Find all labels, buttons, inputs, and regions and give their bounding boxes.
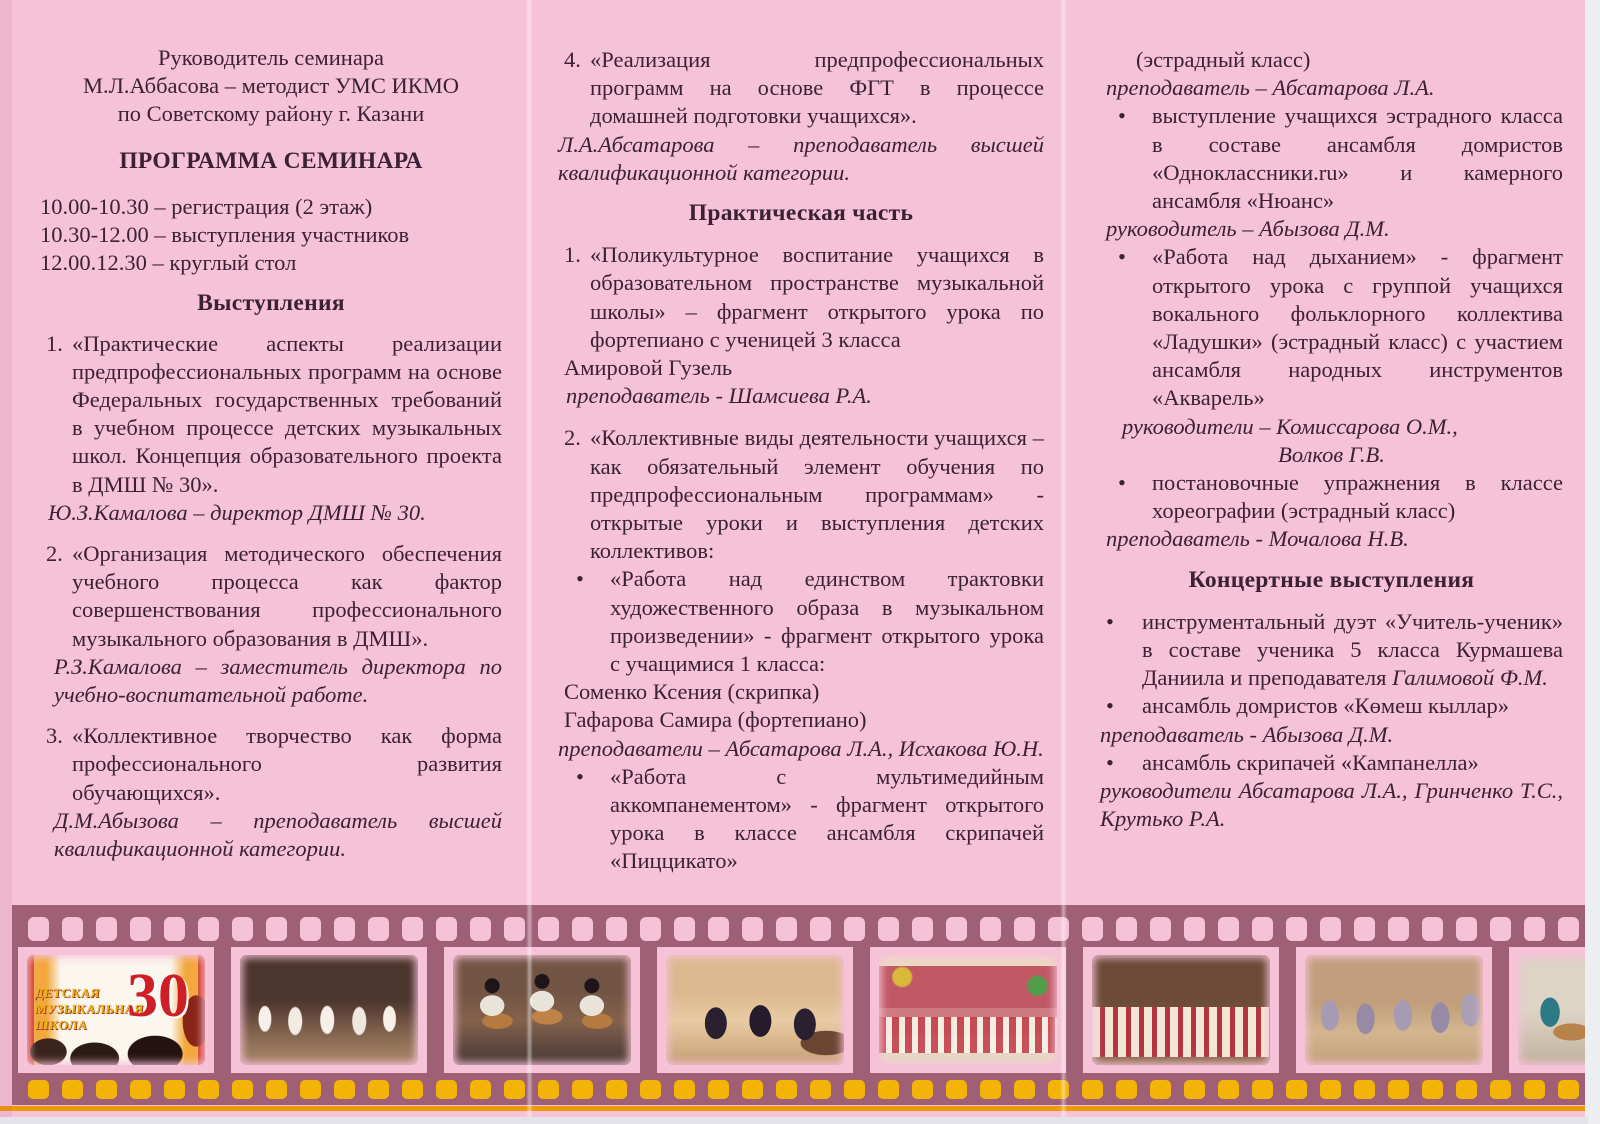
photo-anniversary-poster-30 xyxy=(27,955,205,1065)
sprocket-hole xyxy=(538,917,559,941)
photo-domra-guitar-group-teal xyxy=(1518,955,1588,1065)
sprocket-hole xyxy=(266,1080,287,1099)
text-segment: «Работа над единством трактовки художественного образа в музыкальном произведении» - фрагмент открытого урока с учащимися 1 класса: xyxy=(610,566,1044,677)
text-segment: «Коллективное творчество как форма профессионального развития обучающихся». xyxy=(72,723,502,805)
number-marker: 1. xyxy=(564,242,581,268)
film-strip xyxy=(12,905,1588,1105)
photo-ballet-dancers xyxy=(240,955,418,1065)
photo-violin-ensemble-folk-costumes xyxy=(1305,955,1483,1065)
fold-crease-left xyxy=(526,0,533,1124)
sprocket-hole xyxy=(1422,917,1443,941)
text-segment: Выступления xyxy=(197,290,345,317)
sprocket-hole xyxy=(504,917,525,941)
film-frame xyxy=(1509,947,1588,1073)
text-segment: «Практические аспекты реализации предпрофессиональных программ на основе Федеральных государственных требований в учебном процессе детских музыкальных школ. Концепция образовательного проекта в ДМШ № 30». xyxy=(72,330,502,497)
speaker-line xyxy=(54,653,502,709)
bullet-marker: • xyxy=(576,566,584,592)
student-name xyxy=(564,706,1044,734)
leader-line xyxy=(1106,215,1563,243)
text-segment: Руководитель семинара xyxy=(157,45,385,70)
poster-anniversary-number: 30 xyxy=(127,962,189,1030)
sprocket-hole xyxy=(776,917,797,941)
sprocket-hole xyxy=(674,1080,695,1099)
photo-ensemble-on-stage xyxy=(666,955,844,1065)
number-marker: 3. xyxy=(46,723,63,749)
text-segment: инструментальный дуэт «Учитель-ученик» в составе ученика 5 класса Курмашева Даниила и преподавателя xyxy=(1142,608,1563,691)
section-title-concert xyxy=(1100,566,1563,594)
schedule-line xyxy=(40,221,502,249)
text-segment: преподаватель – Абсатарова Л.А. xyxy=(1106,75,1435,101)
practical-subitem xyxy=(558,763,1044,876)
schedule-line xyxy=(40,193,502,221)
teacher-line xyxy=(558,735,1044,763)
teacher-line xyxy=(1106,74,1563,102)
text-segment: по Советскому району г. Казани xyxy=(117,101,425,127)
sprocket-hole xyxy=(1354,1080,1375,1099)
sprocket-hole xyxy=(946,1080,967,1099)
program-title xyxy=(40,147,502,175)
sprocket-hole xyxy=(1490,1080,1511,1099)
sprocket-hole xyxy=(1320,1080,1341,1099)
leader-line xyxy=(1100,441,1563,469)
film-frame xyxy=(1083,947,1279,1073)
schedule-line xyxy=(40,249,502,277)
sprocket-hole xyxy=(1150,1080,1171,1099)
sprocket-hole xyxy=(1456,917,1477,941)
practical-subitem xyxy=(558,565,1044,678)
text-segment: Д.М.Абызова – преподаватель высшей квалификационной категории. xyxy=(54,807,502,862)
speaker-line xyxy=(558,131,1044,187)
program-column-middle xyxy=(558,46,1044,876)
text-segment: Ю.З.Камалова – директор ДМШ № 30. xyxy=(48,499,426,525)
sprocket-hole xyxy=(1558,917,1579,941)
sprocket-hole xyxy=(742,917,763,941)
sprocket-hole xyxy=(606,917,627,941)
film-strip-frames xyxy=(18,947,1588,1073)
sprocket-hole xyxy=(1558,1080,1579,1099)
sprocket-hole xyxy=(810,917,831,941)
text-segment: 10.30-12.00 – выступления участников xyxy=(40,222,410,248)
practical-subitem xyxy=(1100,243,1563,412)
sprocket-hole xyxy=(1218,917,1239,941)
section-title-practical xyxy=(558,199,1044,227)
text-segment: Галимовой Ф.М. xyxy=(1392,665,1548,691)
sprocket-hole xyxy=(1150,917,1171,941)
film-strip-underline xyxy=(0,1106,1588,1111)
film-frame xyxy=(18,947,214,1073)
photo-folk-choir xyxy=(1092,955,1270,1065)
concert-item xyxy=(1100,608,1563,693)
text-segment: «Работа с мультимедийным аккомпанементом» - фрагмент открытого урока в классе ансамбля скрипачей «Пиццикато» xyxy=(610,763,1044,874)
sprocket-hole xyxy=(62,917,83,941)
text-segment: Амировой Гузель xyxy=(564,355,733,381)
sprocket-hole xyxy=(198,917,219,941)
sprocket-hole xyxy=(470,1080,491,1099)
sprocket-hole xyxy=(1388,1080,1409,1099)
sprocket-hole xyxy=(334,917,355,941)
number-marker: 2. xyxy=(564,425,581,451)
text-segment: ансамбль скрипачей «Кампанелла» xyxy=(1142,749,1479,775)
poster-school-text-line: ШКОЛА xyxy=(34,1018,89,1032)
sprocket-hole xyxy=(368,917,389,941)
text-segment: преподаватели – Абсатарова Л.А., Исхакова Ю.Н. xyxy=(558,735,1044,761)
sprocket-hole xyxy=(402,1080,423,1099)
sprocket-hole xyxy=(1082,1080,1103,1099)
film-strip-sprockets-bottom xyxy=(28,1080,1588,1099)
text-segment: преподаватель - Абызова Д.М. xyxy=(1100,721,1394,747)
practical-item xyxy=(558,424,1044,565)
section-title-speeches xyxy=(40,289,502,317)
text-segment: руководители Абсатарова Л.А., Гринченко Т.С., Крутько Р.А. xyxy=(1100,778,1563,832)
sprocket-hole xyxy=(402,917,423,941)
sprocket-hole xyxy=(96,917,117,941)
poster-school-text-line: ДЕТСКАЯ xyxy=(34,986,101,1000)
sprocket-hole xyxy=(640,1080,661,1099)
sprocket-hole xyxy=(1422,1080,1443,1099)
sprocket-hole xyxy=(96,1080,117,1099)
sprocket-hole xyxy=(1286,1080,1307,1099)
text-segment: «Поликультурное воспитание учащихся в образовательном пространстве музыкальной школы» – фрагмент открытого урока по фортепиано с ученицей 3 класса xyxy=(590,242,1044,352)
teacher-line xyxy=(566,382,1044,410)
text-segment: 10.00-10.30 – регистрация (2 этаж) xyxy=(40,193,373,219)
number-marker: 4. xyxy=(564,47,581,72)
sprocket-hole xyxy=(1388,917,1409,941)
film-strip-sprockets-top xyxy=(28,917,1588,941)
sprocket-hole xyxy=(368,1080,389,1099)
sprocket-hole xyxy=(232,917,253,941)
sprocket-hole xyxy=(130,917,151,941)
sprocket-hole xyxy=(572,917,593,941)
sprocket-hole xyxy=(164,1080,185,1099)
sprocket-hole xyxy=(1524,1080,1545,1099)
text-segment: выступление учащихся эстрадного класса в составе ансамбля домристов «Одноклассники.ru» и камерного ансамбля «Нюанс» xyxy=(1152,103,1563,214)
sprocket-hole xyxy=(1252,917,1273,941)
sprocket-hole xyxy=(62,1080,83,1099)
speaker-line xyxy=(48,499,502,527)
seminar-leader-line xyxy=(40,44,502,72)
sprocket-hole xyxy=(436,1080,457,1099)
text-segment: Волков Г.В. xyxy=(1278,441,1385,467)
fold-crease-right xyxy=(1060,0,1067,1124)
speech-item xyxy=(558,46,1044,131)
sprocket-hole xyxy=(980,917,1001,941)
sprocket-hole xyxy=(1524,917,1545,941)
sprocket-hole xyxy=(436,917,457,941)
sprocket-hole xyxy=(674,917,695,941)
sprocket-hole xyxy=(334,1080,355,1099)
sprocket-hole xyxy=(1014,917,1035,941)
number-marker: 2. xyxy=(46,541,63,567)
number-marker: 1. xyxy=(46,330,63,356)
sprocket-hole xyxy=(708,1080,729,1099)
sprocket-hole xyxy=(606,1080,627,1099)
sprocket-hole xyxy=(1490,917,1511,941)
teacher-line xyxy=(1100,721,1563,749)
sprocket-hole xyxy=(708,917,729,941)
bullet-marker: • xyxy=(1106,693,1114,719)
bullet-marker: • xyxy=(1118,103,1126,129)
sprocket-hole xyxy=(266,917,287,941)
text-segment: руководитель – Абызова Д.М. xyxy=(1106,216,1390,242)
text-segment: преподаватель - Мочалова Н.В. xyxy=(1106,526,1409,552)
sprocket-hole xyxy=(300,1080,321,1099)
sprocket-hole xyxy=(776,1080,797,1099)
film-frame xyxy=(1296,947,1492,1073)
leader-line xyxy=(1100,777,1563,833)
sprocket-hole xyxy=(130,1080,151,1099)
sprocket-hole xyxy=(878,917,899,941)
student-name xyxy=(564,354,1044,382)
film-frame xyxy=(870,947,1066,1073)
text-segment: Р.З.Камалова – заместитель директора по учебно-воспитательной работе. xyxy=(54,653,502,708)
sprocket-hole xyxy=(1320,917,1341,941)
sprocket-hole xyxy=(300,917,321,941)
photo-children-choir-red-curtain xyxy=(879,955,1057,1065)
class-note xyxy=(1136,46,1563,74)
sprocket-hole xyxy=(844,1080,865,1099)
sprocket-hole xyxy=(198,1080,219,1099)
text-segment: постановочные упражнения в классе хореографии (эстрадный класс) xyxy=(1152,470,1563,524)
sprocket-hole xyxy=(1116,917,1137,941)
bullet-marker: • xyxy=(1118,244,1126,270)
scan-edge-right xyxy=(1585,0,1600,1124)
seminar-leader-name xyxy=(40,72,502,100)
leader-line xyxy=(1122,413,1563,441)
practical-subitem xyxy=(1100,102,1563,215)
sprocket-hole xyxy=(946,917,967,941)
sprocket-hole xyxy=(1456,1080,1477,1099)
sprocket-hole xyxy=(1014,1080,1035,1099)
text-segment: преподаватель - Шамсиева Р.А. xyxy=(566,383,872,409)
text-segment: Практическая часть xyxy=(688,200,914,227)
sprocket-hole xyxy=(844,917,865,941)
student-name xyxy=(564,678,1044,706)
bullet-marker: • xyxy=(576,763,584,789)
sprocket-hole xyxy=(572,1080,593,1099)
concert-item xyxy=(1100,692,1563,720)
sprocket-hole xyxy=(1252,1080,1273,1099)
text-segment: 12.00.12.30 – круглый стол xyxy=(40,250,297,276)
sprocket-hole xyxy=(1116,1080,1137,1099)
sprocket-hole xyxy=(912,917,933,941)
text-segment: ансамбль домристов «Көмеш кыллар» xyxy=(1142,693,1510,719)
sprocket-hole xyxy=(980,1080,1001,1099)
text-segment: (эстрадный класс) xyxy=(1136,47,1311,72)
text-segment: руководители – Комиссарова О.М., xyxy=(1122,413,1458,439)
text-segment: ПРОГРАММА СЕМИНАРА xyxy=(119,147,423,174)
film-frame xyxy=(444,947,640,1073)
teacher-line xyxy=(1106,525,1563,553)
speaker-line xyxy=(54,807,502,863)
sprocket-hole xyxy=(912,1080,933,1099)
sprocket-hole xyxy=(1286,917,1307,941)
sprocket-hole xyxy=(1184,917,1205,941)
sprocket-hole xyxy=(1354,917,1375,941)
speech-item xyxy=(40,330,502,499)
sprocket-hole xyxy=(28,917,49,941)
bullet-marker: • xyxy=(1106,749,1114,775)
bullet-marker: • xyxy=(1106,608,1114,634)
text-segment: Л.А.Абсатарова – преподаватель высшей квалификационной категории. xyxy=(558,131,1044,185)
speech-item xyxy=(40,540,502,653)
sprocket-hole xyxy=(1184,1080,1205,1099)
sprocket-hole xyxy=(504,1080,525,1099)
film-frame xyxy=(231,947,427,1073)
text-segment: М.Л.Аббасова – методист УМС ИКМО xyxy=(83,73,459,99)
concert-item xyxy=(1100,749,1563,777)
program-column-right xyxy=(1100,46,1563,833)
sprocket-hole xyxy=(538,1080,559,1099)
scan-edge-left xyxy=(0,0,12,1124)
speech-item xyxy=(40,722,502,807)
text-segment: «Работа над дыханием» - фрагмент открытого урока с группой учащихся вокального фольклорного коллектива «Ладушки» (эстрадный класс) с участием ансамбля народных инструментов «Акварель» xyxy=(1152,244,1563,411)
bullet-marker: • xyxy=(1118,470,1126,496)
sprocket-hole xyxy=(1082,917,1103,941)
sprocket-hole xyxy=(232,1080,253,1099)
text-segment: Концертные выступления xyxy=(1188,566,1475,593)
scan-edge-bottom xyxy=(0,1117,1588,1124)
poster-school-text-line: МУЗЫКАЛЬНАЯ xyxy=(34,1002,145,1016)
sprocket-hole xyxy=(28,1080,49,1099)
seminar-leader-district xyxy=(40,100,502,128)
text-segment: «Реализация предпрофессиональных программ на основе ФГТ в процессе домашней подготовки учащихся». xyxy=(590,47,1044,129)
sprocket-hole xyxy=(810,1080,831,1099)
sprocket-hole xyxy=(640,917,661,941)
practical-subitem xyxy=(1100,469,1563,525)
sprocket-hole xyxy=(164,917,185,941)
sprocket-hole xyxy=(1218,1080,1239,1099)
text-segment: «Коллективные виды деятельности учащихся – как обязательный элемент обучения по предпрофессиональным программам» - открытые уроки и выступления детских коллективов: xyxy=(590,425,1044,564)
film-frame xyxy=(657,947,853,1073)
sprocket-hole xyxy=(878,1080,899,1099)
text-segment: «Организация методического обеспечения учебного процесса как фактор совершенствования профессионального музыкального образования в ДМШ». xyxy=(72,541,502,651)
photo-guitar-trio xyxy=(453,955,631,1065)
practical-item xyxy=(558,241,1044,354)
text-segment: Соменко Ксения (скрипка) xyxy=(564,679,820,705)
text-segment: Гафарова Самира (фортепиано) xyxy=(564,707,867,733)
sprocket-hole xyxy=(742,1080,763,1099)
program-column-left xyxy=(40,44,502,863)
sprocket-hole xyxy=(470,917,491,941)
